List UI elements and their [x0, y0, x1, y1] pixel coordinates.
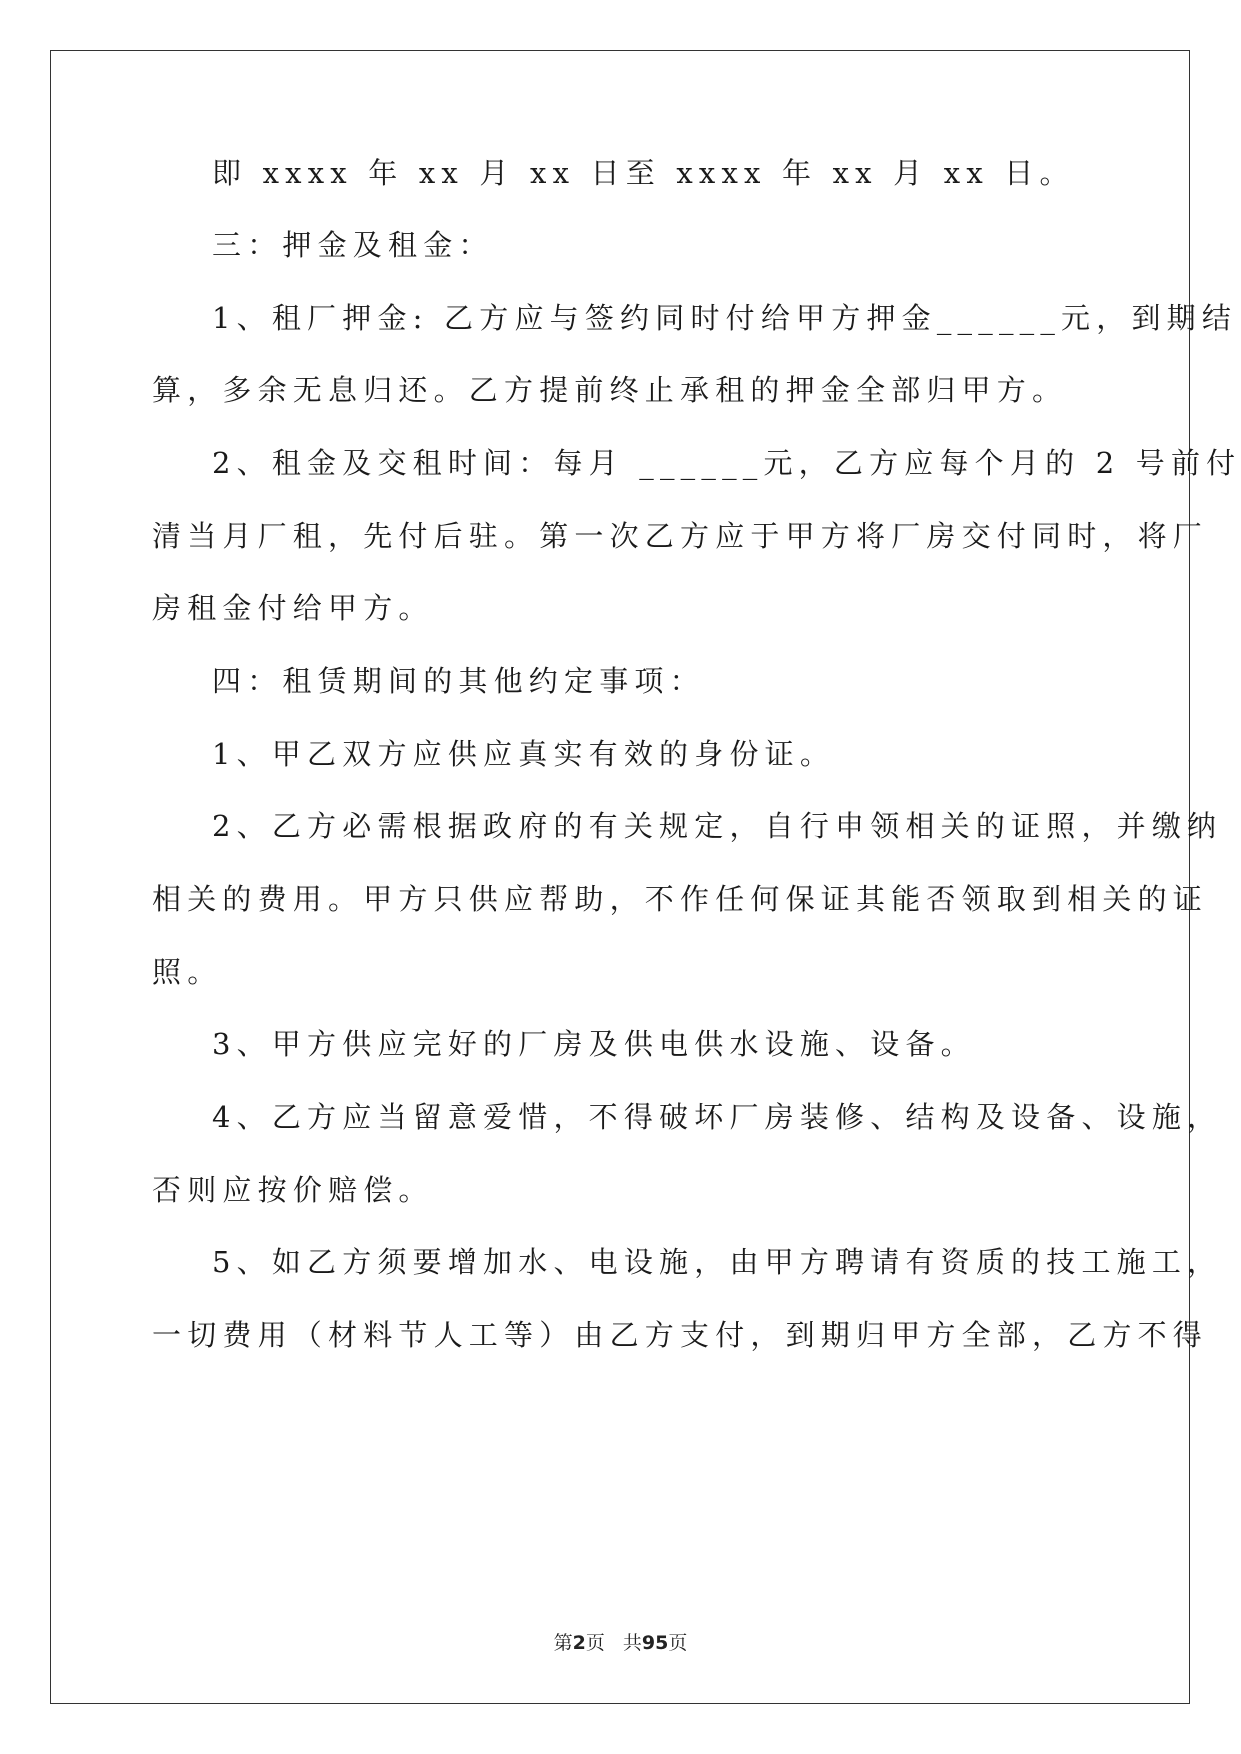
current-page-number: 2	[572, 1632, 586, 1654]
section-heading: 三：押金及租金：	[212, 228, 494, 262]
paragraph-line: 1、甲乙双方应供应真实有效的身份证。	[212, 737, 836, 771]
paragraph-line: 相关的费用。甲方只供应帮助，不作任何保证其能否领取到相关的证	[152, 882, 1209, 916]
footer-prefix: 第	[553, 1632, 573, 1654]
paragraph-line: 清当月厂租，先付后驻。第一次乙方应于甲方将厂房交付同时，将厂	[152, 519, 1209, 553]
section-heading: 四：租赁期间的其他约定事项：	[212, 664, 705, 698]
paragraph-line: 5、如乙方须要增加水、电设施，由甲方聘请有资质的技工施工，	[212, 1245, 1223, 1279]
page-number-footer	[0, 1631, 1241, 1655]
paragraph-line: 算，多余无息归还。乙方提前终止承租的押金全部归甲方。	[152, 373, 1068, 407]
footer-page-unit: 页	[585, 1632, 605, 1654]
paragraph-line: 4、乙方应当留意爱惜，不得破坏厂房装修、结构及设备、设施，	[212, 1100, 1223, 1134]
paragraph-line: 2、乙方必需根据政府的有关规定，自行申领相关的证照，并缴纳	[212, 809, 1223, 843]
paragraph-line: 照。	[152, 955, 223, 989]
paragraph-line: 否则应按价赔偿。	[152, 1173, 434, 1207]
paragraph-line: 1、租厂押金: 乙方应与签约同时付给甲方押金______元，到期结	[212, 301, 1238, 335]
footer-total-unit: 页	[668, 1632, 688, 1654]
paragraph-line: 即 xxxx 年 xx 月 xx 日至 xxxx 年 xx 月 xx 日。	[212, 156, 1075, 190]
total-page-count: 95	[641, 1632, 669, 1654]
footer-total-prefix: 共	[622, 1632, 642, 1654]
paragraph-line: 2、租金及交租时间：每月 ______元，乙方应每个月的 2 号前付	[212, 446, 1241, 480]
paragraph-line: 房租金付给甲方。	[152, 591, 434, 625]
paragraph-line: 3、甲方供应完好的厂房及供电供水设施、设备。	[212, 1027, 976, 1061]
paragraph-line: 一切费用（材料节人工等）由乙方支付，到期归甲方全部，乙方不得	[152, 1318, 1209, 1352]
